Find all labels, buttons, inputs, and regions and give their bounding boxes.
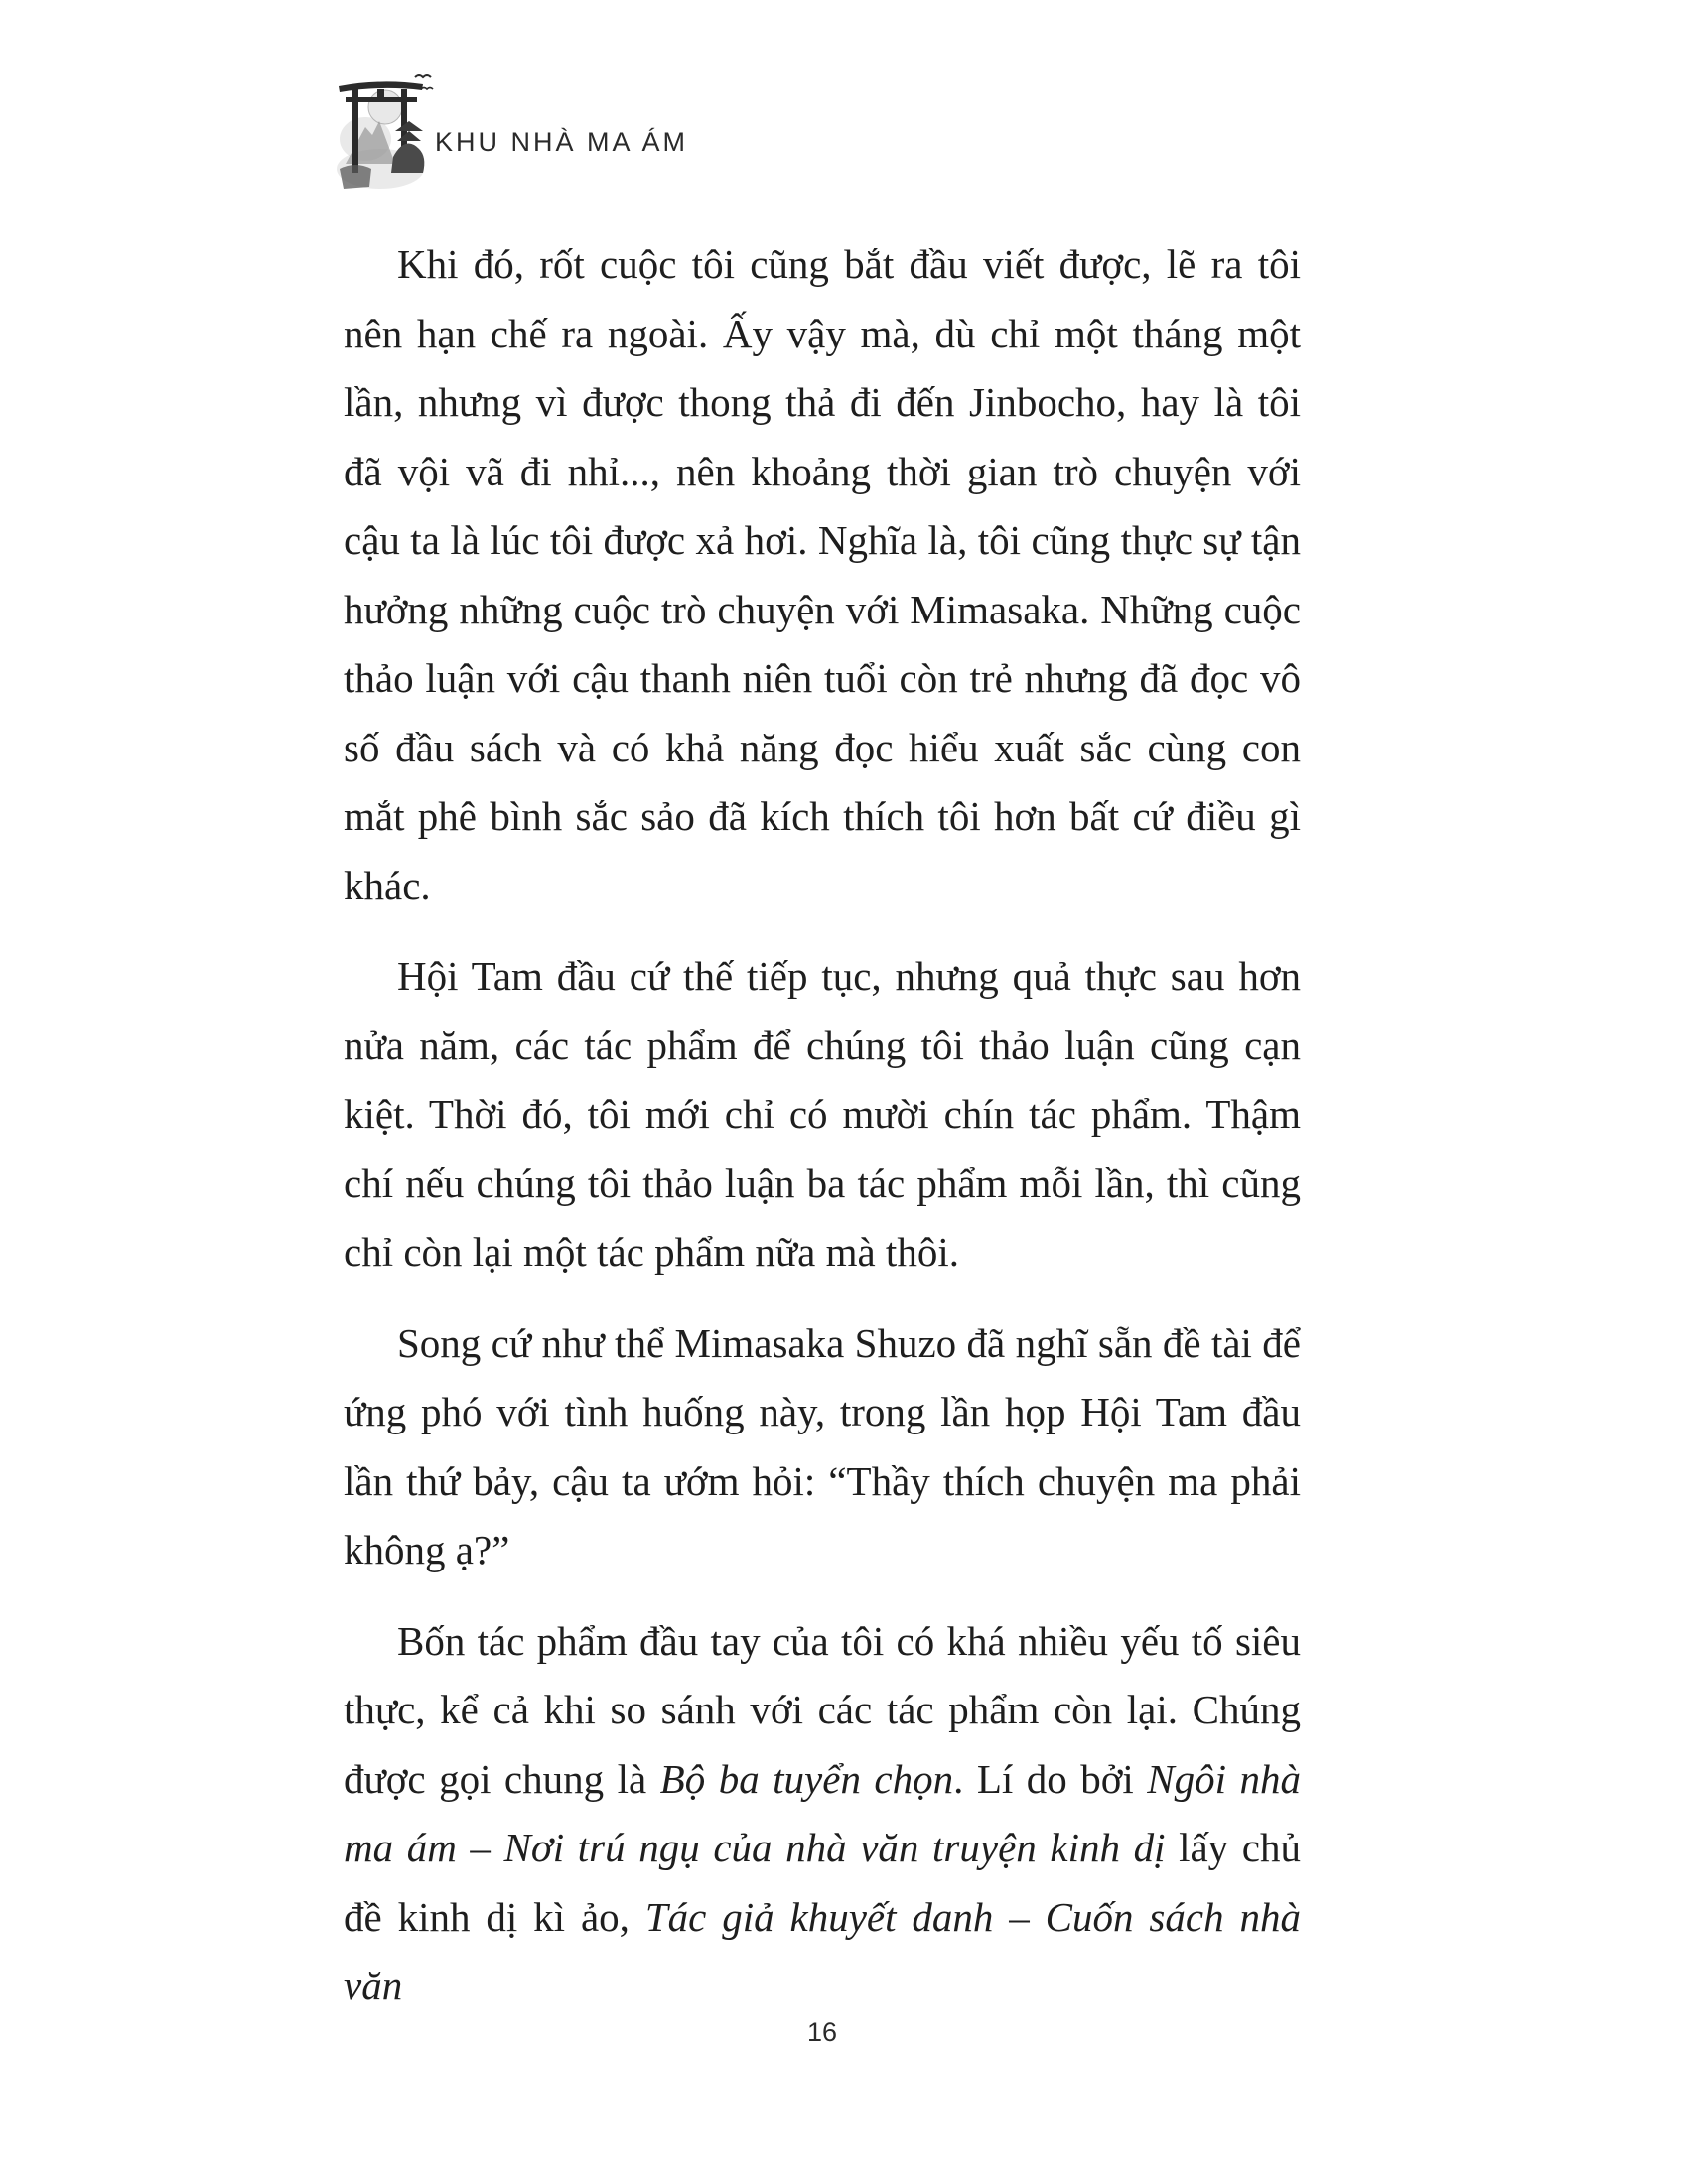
italic-title-segment: Tác giả khuyết danh – Cuốn sách nhà văn bbox=[344, 1893, 1301, 2008]
text-segment: Bốn tác phẩm đầu tay của tôi có khá nhiều yếu tố siêu thực, kể cả khi so sánh với các tác phẩm còn lại. Chúng được gọi chung là bbox=[344, 1617, 1301, 1802]
italic-title-segment: Ngôi nhà ma ám – Nơi trú ngụ của nhà văn truyện kinh dị bbox=[344, 1755, 1301, 1870]
paragraph: Hội Tam đầu cứ thế tiếp tục, nhưng quả thực sau hơn nửa năm, các tác phẩm để chúng tôi thảo luận cũng cạn kiệt. Thời đó, tôi mới chỉ có mười chín tác phẩm. Thậm chí nếu chúng tôi thảo luận ba tác phẩm mỗi lần, thì cũng chỉ còn lại một tác phẩm nữa mà thôi. bbox=[344, 953, 1301, 1275]
text-segment: . Lí do bởi bbox=[953, 1755, 1148, 1802]
running-header bbox=[336, 69, 1130, 199]
body-text bbox=[344, 230, 1301, 2043]
page-number: 16 bbox=[806, 2017, 838, 2047]
torii-gate-landscape-icon bbox=[336, 69, 435, 194]
paragraph: Khi đó, rốt cuộc tôi cũng bắt đầu viết được, lẽ ra tôi nên hạn chế ra ngoài. Ấy vậy mà, dù chỉ một tháng một lần, nhưng vì được thong thả đi đến Jinbocho, hay là tôi đã vội vã đi nhỉ..., nên khoảng thời gian trò chuyện với cậu ta là lúc tôi được xả hơi. Nghĩa là, tôi cũng thực sự tận hưởng những cuộc trò chuyện với Mimasaka. Những cuộc thảo luận với cậu thanh niên tuổi còn trẻ nhưng đã đọc vô số đầu sách và có khả năng đọc hiểu xuất sắc cùng con mắt phê bình sắc sảo đã kích thích tôi hơn bất cứ điều gì khác. bbox=[344, 241, 1301, 908]
paragraph-mixed bbox=[344, 1607, 1301, 2021]
running-title: KHU NHÀ MA ÁM bbox=[435, 127, 689, 157]
paragraph: Song cứ như thể Mimasaka Shuzo đã nghĩ sẵn đề tài để ứng phó với tình huống này, trong lần họp Hội Tam đầu lần thứ bảy, cậu ta ướm hỏi: “Thầy thích chuyện ma phải không ạ?” bbox=[344, 1319, 1301, 1572]
text-segment: lấy chủ đề kinh dị kì ảo, bbox=[344, 1825, 1301, 1940]
italic-title-segment: Bộ ba tuyển chọn bbox=[659, 1755, 954, 1802]
